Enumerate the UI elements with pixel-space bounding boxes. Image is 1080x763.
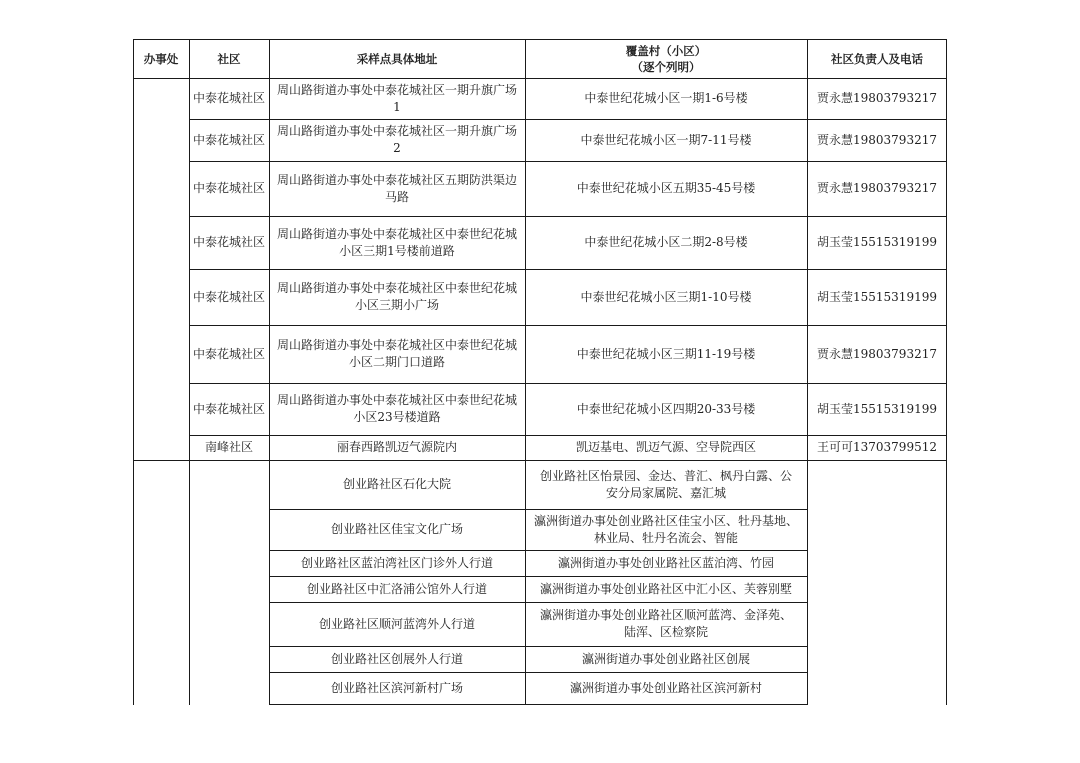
table-cell-coverage: 瀛洲街道办事处创业路社区中汇小区、芙蓉别墅 <box>539 581 792 596</box>
table-cell-address: 创业路社区中汇洛浦公馆外人行道 <box>306 581 487 596</box>
table-cell-coverage: 中泰世纪花城小区一期7-11号楼 <box>580 132 752 147</box>
table-cell-address: 创业路社区顺河蓝湾外人行道 <box>318 616 475 631</box>
table-cell-community: 中泰花城社区 <box>193 181 266 195</box>
sampling-sites-table <box>133 39 947 705</box>
table-cell-contact: 王可可13703799512 <box>817 440 937 454</box>
header-contact: 社区负责人及电话 <box>831 51 923 66</box>
table-cell-coverage: 中泰世纪花城小区三期1-10号楼 <box>580 289 752 304</box>
table-cell-coverage: 瀛洲街道办事处创业路社区顺河蓝湾、金泽苑、陆浑、区检察院 <box>539 608 792 639</box>
table-cell-coverage: 中泰世纪花城小区四期20-33号楼 <box>576 401 756 416</box>
table-cell-community: 中泰花城社区 <box>193 289 266 304</box>
table-line <box>133 39 134 705</box>
table-cell-address: 创业路社区佳宝文化广场 <box>330 522 463 536</box>
header-coverage-line2: （逐个列明） <box>631 59 701 74</box>
table-cell-contact: 胡玉莹15515319199 <box>817 289 937 304</box>
table-cell-address: 创业路社区滨河新村广场 <box>330 680 463 695</box>
header-office: 办事处 <box>143 51 179 66</box>
table-cell-coverage: 凯迈基电、凯迈气源、空导院西区 <box>575 440 756 454</box>
table-cell-address: 创业路社区蓝泊湾社区门诊外人行道 <box>300 555 493 570</box>
table-cell-contact: 胡玉莹15515319199 <box>817 401 937 416</box>
table-cell-address: 丽春西路凯迈气源院内 <box>336 440 457 454</box>
table-cell-coverage: 瀛洲街道办事处创业路社区佳宝小区、牡丹基地、林业局、牡丹名流会、智能 <box>533 513 798 545</box>
table-cell-address: 周山路街道办事处中泰花城社区中泰世纪花城小区二期门口道路 <box>276 338 517 369</box>
table-cell-coverage: 创业路社区怡景园、金达、普汇、枫丹白露、公安分局家属院、嘉汇城 <box>539 468 792 500</box>
table-cell-community: 中泰花城社区 <box>193 401 266 416</box>
table-cell-coverage: 中泰世纪花城小区二期2-8号楼 <box>584 235 748 249</box>
table-cell-community: 中泰花城社区 <box>193 346 266 361</box>
table-cell-contact: 贾永慧19803793217 <box>817 132 937 147</box>
table-cell-coverage: 中泰世纪花城小区一期1-6号楼 <box>584 91 748 105</box>
table-cell-coverage: 瀛洲街道办事处创业路社区滨河新村 <box>569 680 762 695</box>
header-coverage-line1: 覆盖村（小区） <box>625 43 707 58</box>
table-cell-address: 周山路街道办事处中泰花城社区一期升旗广场2 <box>276 124 517 155</box>
table-cell-coverage: 中泰世纪花城小区三期11-19号楼 <box>576 346 756 361</box>
header-address: 采样点具体地址 <box>356 51 438 66</box>
table-line <box>269 704 807 705</box>
table-cell-contact: 贾永慧19803793217 <box>817 91 937 105</box>
header-community: 社区 <box>217 51 241 66</box>
table-cell-contact: 贾永慧19803793217 <box>817 181 937 195</box>
table-cell-contact: 胡玉莹15515319199 <box>817 235 937 249</box>
table-cell-coverage: 中泰世纪花城小区五期35-45号楼 <box>576 181 756 195</box>
header-coverage <box>525 39 807 78</box>
table-cell-address: 创业路社区创展外人行道 <box>330 651 463 666</box>
table-cell-address: 周山路街道办事处中泰花城社区中泰世纪花城小区23号楼道路 <box>276 393 517 424</box>
table-cell-community: 中泰花城社区 <box>193 235 266 249</box>
table-cell-coverage: 瀛洲街道办事处创业路社区蓝泊湾、竹园 <box>557 555 774 570</box>
table-cell-address: 创业路社区石化大院 <box>342 477 451 491</box>
table-cell-coverage: 瀛洲街道办事处创业路社区创展 <box>581 651 750 666</box>
table-cell-contact: 贾永慧19803793217 <box>817 346 937 361</box>
table-cell-address: 周山路街道办事处中泰花城社区五期防洪渠边马路 <box>276 172 517 204</box>
table-cell-community: 中泰花城社区 <box>193 91 266 105</box>
table-cell-community: 中泰花城社区 <box>193 132 266 147</box>
table-cell-address: 周山路街道办事处中泰花城社区一期升旗广场1 <box>276 82 517 114</box>
table-cell-address: 周山路街道办事处中泰花城社区中泰世纪花城小区三期1号楼前道路 <box>276 226 517 258</box>
table-cell-community: 南峰社区 <box>204 440 253 454</box>
table-cell-address: 周山路街道办事处中泰花城社区中泰世纪花城小区三期小广场 <box>276 281 517 312</box>
